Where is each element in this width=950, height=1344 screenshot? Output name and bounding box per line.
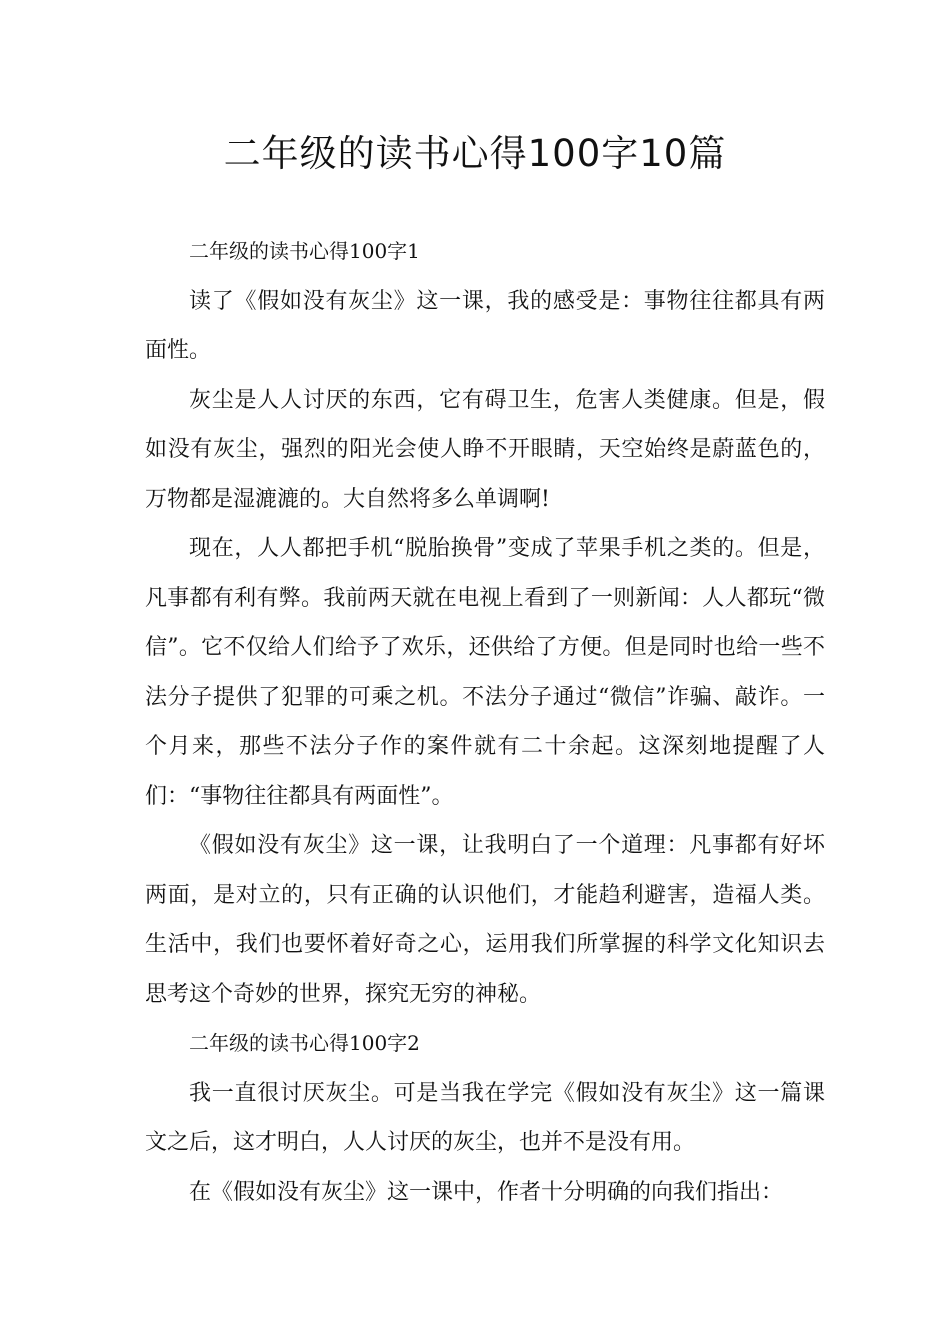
paragraph: 现在，人人都把手机“脱胎换骨”变成了苹果手机之类的。但是，凡事都有利有弊。我前两天就在电视上看到了一则新闻：人人都玩“微信”。它不仅给人们给予了欢乐，还供给了方便。但是同时也给一些不法分子提供了犯罪的可乘之机。不法分子通过“微信”诈骗、敲诈。一个月来，那些不法分子作的案件就有二十余起。这深刻地提醒了人们：“事物往往都具有两面性”。 (145, 536, 825, 809)
paragraph: 我一直很讨厌灰尘。可是当我在学完《假如没有灰尘》这一篇课文之后，这才明白，人人讨厌的灰尘，也并不是没有用。 (145, 1080, 825, 1155)
paragraph: 读了《假如没有灰尘》这一课，我的感受是：事物往往都具有两面性。 (145, 288, 825, 363)
paragraph: 在《假如没有灰尘》这一课中，作者十分明确的向我们指出： (189, 1179, 784, 1205)
section-heading: 二年级的读书心得100字2 (189, 1031, 420, 1055)
paragraph: 《假如没有灰尘》这一课，让我明白了一个道理：凡事都有好坏两面，是对立的，只有正确的认识他们，才能趋利避害，造福人类。生活中，我们也要怀着好奇之心，运用我们所掌握的科学文化知识去思考这个奇妙的世界，探究无穷的神秘。 (145, 833, 825, 1007)
document-body (145, 227, 825, 1217)
document-title: 二年级的读书心得100字10篇 (223, 132, 727, 175)
paragraph: 灰尘是人人讨厌的东西，它有碍卫生，危害人类健康。但是，假如没有灰尘，强烈的阳光会使人睁不开眼睛，天空始终是蔚蓝色的，万物都是湿漉漉的。大自然将多么单调啊! (145, 387, 825, 512)
section-heading: 二年级的读书心得100字1 (189, 239, 420, 263)
